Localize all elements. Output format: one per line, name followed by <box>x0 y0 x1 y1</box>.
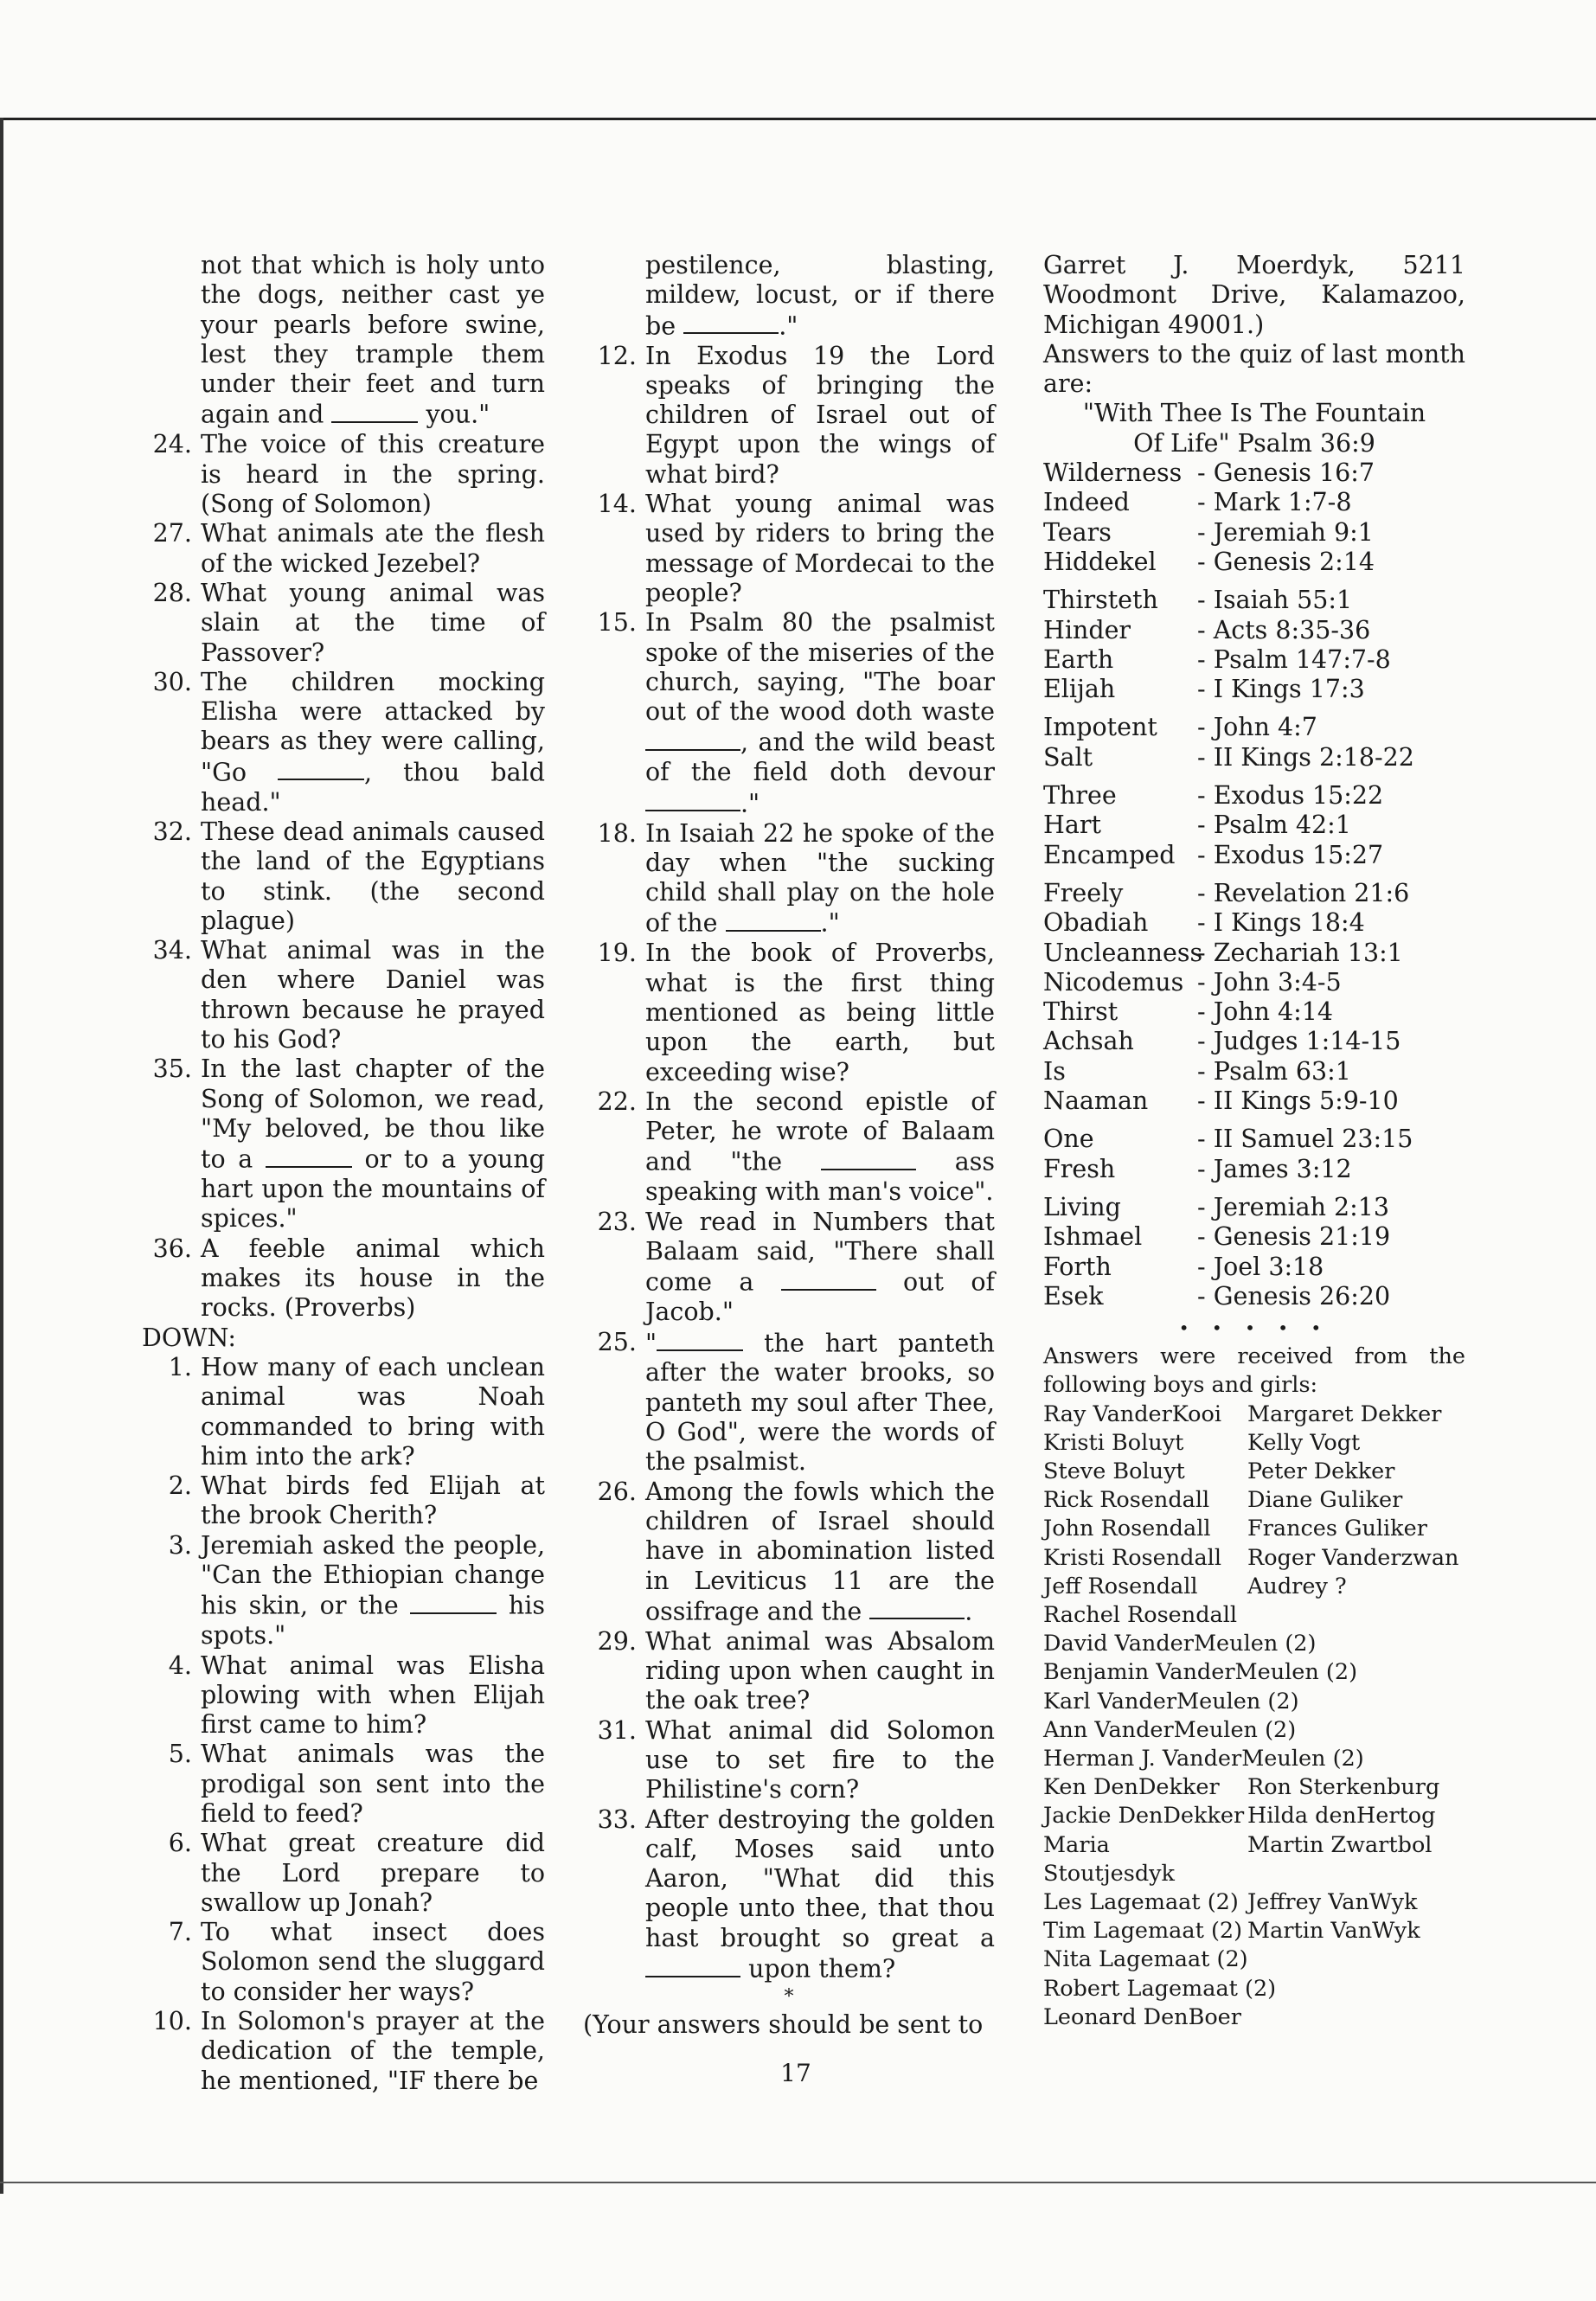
respondent-name: Ray VanderKooi <box>1043 1400 1222 1427</box>
intro-continuation <box>138 251 545 430</box>
respondent-pair <box>1043 1802 1465 1830</box>
respondent-name: Ken DenDekker <box>1043 1774 1220 1801</box>
question-number: 32. <box>152 817 192 846</box>
question-text-part: " <box>645 1329 657 1358</box>
answer-row <box>1043 1222 1465 1252</box>
question-number: 12. <box>597 341 637 370</box>
answer-row <box>1043 675 1465 704</box>
answer-word: Encamped <box>1043 840 1176 869</box>
answer-row <box>1043 1086 1465 1116</box>
respondent-pair <box>1043 1544 1465 1573</box>
respondent-name: Nita Lagemaat (2) <box>1043 1946 1248 1973</box>
respondent-name: Rachel Rosendall <box>1043 1601 1238 1628</box>
question-text: These dead animals caused the land of the Egyptians to stink. (the second plague) <box>201 817 545 935</box>
answer-reference: - Exodus 15:22 <box>1197 781 1384 811</box>
question-d19 <box>583 939 995 1086</box>
respondent-name: Les Lagemaat (2) <box>1043 1888 1239 1915</box>
question-number: 27. <box>152 519 192 548</box>
question-text-part: , and the wild beast of the field doth devour <box>645 728 995 787</box>
answer-reference: - Revelation 21:6 <box>1197 878 1410 907</box>
respondent-name: Ron Sterkenburg <box>1247 1774 1440 1801</box>
page-number: 17 <box>780 2059 811 2087</box>
question-text-part: Jeremiah asked the people, "Can the Ethiopian change his skin, or the <box>201 1530 545 1620</box>
answer-word: Freely <box>1043 878 1124 907</box>
respondent-singles <box>1043 1945 1465 2032</box>
answer-word: Earth <box>1043 644 1114 674</box>
answer-blank <box>645 727 740 751</box>
answer-reference: - John 3:4-5 <box>1197 967 1342 997</box>
question-text-part: We read in Numbers that Balaam said, "There shall come a <box>645 1207 995 1297</box>
answer-reference: - I Kings 17:3 <box>1197 675 1365 704</box>
answer-row <box>1043 997 1465 1027</box>
answers-list <box>1043 458 1465 1311</box>
respondent-pairs <box>1043 1400 1465 1601</box>
question-text-part: ass speaking with man's voice". <box>645 1148 996 1207</box>
respondent-pair <box>1043 1515 1465 1543</box>
answer-word: Salt <box>1043 742 1093 772</box>
answer-word: Three <box>1043 781 1117 811</box>
answer-word: Is <box>1043 1056 1066 1086</box>
question-text-part: The children mocking Elisha were attacked by bears as they were calling, "Go <box>201 667 545 787</box>
question-text-part: ." <box>740 789 760 818</box>
answer-reference: - Psalm 147:7-8 <box>1197 644 1391 674</box>
group-gap <box>1043 1116 1465 1125</box>
question-text <box>645 608 995 818</box>
question-text-part: or to a young hart upon the mountains of spices." <box>201 1144 546 1234</box>
respondent-name: Hilda denHertog <box>1247 1803 1436 1830</box>
question-text-part: In Psalm 80 the psalmist spoke of the miseries of the church, saying, "The boar out of the wood doth waste <box>645 608 995 727</box>
question-d12 <box>583 342 995 490</box>
respondent-name: Benjamin VanderMeulen (2) <box>1043 1659 1358 1686</box>
question-text <box>645 1328 995 1477</box>
respondent-name: Ann VanderMeulen (2) <box>1043 1716 1297 1743</box>
question-28 <box>138 579 545 668</box>
page-border-bottom <box>0 2182 1596 2183</box>
answer-reference: - Jeremiah 2:13 <box>1197 1192 1390 1221</box>
answer-word: One <box>1043 1125 1094 1154</box>
separator-dots: • • • • • <box>1178 1317 1330 1339</box>
answer-row <box>1043 518 1465 548</box>
question-text: In Solomon's prayer at the dedication of the temple, he mentioned, "IF there be <box>201 2007 545 2095</box>
respondent-pair <box>1043 1486 1465 1515</box>
question-d31 <box>583 1716 995 1805</box>
question-text-part: After destroying the golden calf, Moses said unto Aaron, "What did this people unto thee, that thou hast brought so great a <box>645 1804 995 1952</box>
question-d33 <box>583 1805 995 1984</box>
down-header: DOWN: <box>142 1323 237 1352</box>
group-gap <box>1043 772 1465 781</box>
answer-row <box>1043 1027 1465 1056</box>
answer-row <box>1043 968 1465 997</box>
question-d4 <box>138 1651 545 1740</box>
question-text-part: , thou bald head." <box>201 758 545 817</box>
respondent-name: Jackie DenDekker <box>1043 1803 1245 1830</box>
respondents-list <box>1043 1343 1465 2032</box>
answer-reference: - John 4:14 <box>1197 997 1334 1027</box>
question-text: What animals was the prodigal son sent into the field to feed? <box>201 1740 545 1828</box>
question-number: 36. <box>152 1234 192 1263</box>
question-d1 <box>138 1353 545 1471</box>
question-number: 4. <box>168 1650 192 1680</box>
answer-word: Hart <box>1043 811 1101 840</box>
question-number: 35. <box>152 1054 192 1084</box>
respondent-name: Rick Rosendall <box>1043 1487 1210 1514</box>
question-text: What great creature did the Lord prepare to swallow up Jonah? <box>201 1829 545 1917</box>
respondent-name: Karl VanderMeulen (2) <box>1043 1688 1299 1715</box>
question-number: 31. <box>597 1715 637 1745</box>
question-d7 <box>138 1918 545 2007</box>
question-number: 14. <box>597 490 637 519</box>
question-number: 28. <box>152 578 192 607</box>
answer-blank <box>410 1590 497 1614</box>
respondent-name: Martin VanWyk <box>1247 1918 1420 1945</box>
answer-row <box>1043 458 1465 488</box>
page-border-top <box>0 118 1596 120</box>
group-gap <box>1043 704 1465 713</box>
question-d3 <box>138 1531 545 1651</box>
answer-reference: - Genesis 26:20 <box>1197 1281 1391 1311</box>
answer-word: Living <box>1043 1192 1121 1221</box>
respondent-pair <box>1043 1831 1465 1888</box>
question-d15 <box>583 608 995 818</box>
respondent-name: Margaret Dekker <box>1247 1400 1442 1427</box>
answer-row <box>1043 713 1465 742</box>
question-text: What animal did Solomon use to set fire to the Philistine's corn? <box>645 1715 995 1804</box>
question-number: 6. <box>168 1829 192 1858</box>
answer-row <box>1043 781 1465 811</box>
answers-intro: Answers to the quiz of last month are: <box>1043 339 1465 399</box>
answer-word: Esek <box>1043 1281 1104 1311</box>
question-d22 <box>583 1087 995 1208</box>
group-gap <box>1043 577 1465 586</box>
question-text-part: his spots." <box>201 1591 546 1650</box>
answer-word: Uncleanness <box>1043 938 1203 967</box>
question-text: What birds fed Elijah at the brook Cherith? <box>201 1471 545 1530</box>
answer-word: Fresh <box>1043 1154 1116 1183</box>
question-35 <box>138 1054 545 1234</box>
group-gap <box>1043 870 1465 879</box>
answer-word: Impotent <box>1043 713 1157 742</box>
question-text-part: upon them? <box>748 1954 896 1984</box>
answer-reference: - John 4:7 <box>1197 713 1317 742</box>
respondent-name: Diane Guliker <box>1247 1487 1403 1514</box>
answer-blank <box>726 907 821 932</box>
respondent-name: Leonard DenBoer <box>1043 2003 1241 2030</box>
answer-row <box>1043 743 1465 772</box>
question-number: 19. <box>597 939 637 968</box>
answer-blank <box>645 788 740 812</box>
answer-reference: - Isaiah 55:1 <box>1197 586 1353 615</box>
question-text: What young animal was used by riders to bring the message of Mordecai to the people? <box>645 490 995 607</box>
quiz-title-line-2: Of Life" Psalm 36:9 <box>1133 428 1375 458</box>
answer-word: Thirsteth <box>1043 586 1158 615</box>
question-number: 25. <box>597 1327 637 1356</box>
respondent-name: Kristi Rosendall <box>1043 1544 1221 1571</box>
question-text: What young animal was slain at the time of Passover? <box>201 578 545 667</box>
respondent-pair <box>1043 1458 1465 1486</box>
intro-tail: you." <box>426 401 490 430</box>
respondent-pair <box>1043 1773 1465 1802</box>
question-text <box>645 819 995 939</box>
answer-row <box>1043 879 1465 908</box>
answer-reference: - Genesis 16:7 <box>1197 458 1375 488</box>
answer-word: Obadiah <box>1043 908 1149 938</box>
answer-row <box>1043 1155 1465 1184</box>
answer-row <box>1043 1253 1465 1282</box>
answer-reference: - James 3:12 <box>1197 1154 1352 1183</box>
question-number: 5. <box>168 1740 192 1769</box>
answer-row <box>1043 1057 1465 1086</box>
respondent-name: Jeff Rosendall <box>1043 1573 1198 1599</box>
answer-row <box>1043 939 1465 968</box>
answer-reference: - Acts 8:35-36 <box>1197 615 1371 644</box>
question-text-part: In Isaiah 22 he spoke of the day when "the sucking child shall play on the hole of the <box>645 818 995 939</box>
question-text <box>201 1531 545 1651</box>
question-d2 <box>138 1471 545 1531</box>
question-number: 3. <box>168 1530 192 1560</box>
respondent-name: John Rosendall <box>1043 1516 1211 1542</box>
question-number: 23. <box>597 1207 637 1236</box>
respondent-name: Maria Stoutjesdyk <box>1043 1831 1176 1887</box>
answer-blank <box>657 1328 743 1352</box>
answer-word: Achsah <box>1043 1027 1134 1056</box>
answer-row <box>1043 1282 1465 1311</box>
page-border-left <box>0 118 3 2194</box>
question-text: To what insect does Solomon send the sluggard to consider her ways? <box>201 1918 545 2006</box>
quiz-title-line-1: "With Thee Is The Fountain <box>1082 399 1426 428</box>
question-32 <box>138 817 545 936</box>
question-number: 22. <box>597 1086 637 1116</box>
answer-row <box>1043 488 1465 517</box>
answer-reference: - Exodus 15:27 <box>1197 840 1384 869</box>
question-text-part: . <box>965 1597 973 1626</box>
respondent-name: Kelly Vogt <box>1247 1429 1361 1456</box>
column-middle <box>583 251 995 2040</box>
answer-reference: - Jeremiah 9:1 <box>1197 517 1374 547</box>
question-text: In Exodus 19 the Lord speaks of bringing the children of Israel out of Egypt upon the wings of what bird? <box>645 341 995 489</box>
answer-row <box>1043 811 1465 840</box>
question-text: What animal was in the den where Daniel was thrown because he prayed to his God? <box>201 936 545 1054</box>
respondent-pair <box>1043 1429 1465 1458</box>
received-intro: Answers were received from the following boys and girls: <box>1043 1343 1465 1399</box>
question-number: 15. <box>597 608 637 638</box>
question-d18 <box>583 819 995 939</box>
answer-blank <box>331 399 418 423</box>
respondent-pairs <box>1043 1773 1465 1945</box>
respondent-name: Steve Boluyt <box>1043 1458 1185 1484</box>
answer-word: Tears <box>1043 517 1112 547</box>
intro-tail: ." <box>779 311 798 341</box>
answer-word: Elijah <box>1043 675 1116 704</box>
intro-text: pestilence, blasting, mildew, locust, or if there be <box>645 251 995 341</box>
question-text: A feeble animal which makes its house in the rocks. (Proverbs) <box>201 1234 545 1323</box>
respondent-name: Jeffrey VanWyk <box>1247 1888 1418 1915</box>
answer-reference: - Genesis 2:14 <box>1197 547 1375 576</box>
respondent-name: Frances Guliker <box>1247 1516 1427 1542</box>
question-text-part: out of Jacob." <box>645 1267 996 1327</box>
question-d25 <box>583 1328 995 1477</box>
answer-reference: - Psalm 63:1 <box>1197 1056 1351 1086</box>
question-number: 18. <box>597 818 637 848</box>
answer-row <box>1043 616 1465 645</box>
answer-row <box>1043 1193 1465 1222</box>
question-d23 <box>583 1208 995 1328</box>
respondent-name: Kristi Boluyt <box>1043 1429 1184 1456</box>
answer-reference: - II Kings 5:9-10 <box>1197 1086 1399 1116</box>
answer-reference: - II Kings 2:18-22 <box>1197 742 1414 772</box>
respondent-name: Martin Zwartbol <box>1247 1831 1433 1858</box>
column-right <box>1043 251 1465 2032</box>
question-d14 <box>583 490 995 608</box>
question-text-part: In the second epistle of Peter, he wrote of Balaam and "the <box>645 1086 995 1177</box>
respondent-name: David VanderMeulen (2) <box>1043 1631 1317 1657</box>
respondent-name: Robert Lagemaat (2) <box>1043 1975 1277 2002</box>
mailing-address: Garret J. Moerdyk, 5211 Woodmont Drive, Kalamazoo, Michigan 49001.) <box>1043 251 1465 339</box>
question-text: What animal was Elisha plowing with when Elijah first came to him? <box>201 1650 545 1740</box>
intro-text: not that which is holy unto the dogs, neither cast ye your pearls before swine, lest they trample them under their feet and turn again and <box>201 251 545 430</box>
group-gap <box>1043 1184 1465 1193</box>
question-text: What animals ate the flesh of the wicked Jezebel? <box>201 519 545 578</box>
respondent-name: Roger Vanderzwan <box>1247 1544 1459 1571</box>
answer-blank <box>821 1146 916 1170</box>
question-text <box>201 1054 545 1234</box>
question-number: 26. <box>597 1477 637 1506</box>
answer-reference: - II Samuel 23:15 <box>1197 1125 1413 1154</box>
question-number: 33. <box>597 1804 637 1834</box>
respondent-name: Herman J. VanderMeulen (2) <box>1043 1745 1364 1772</box>
answer-blank <box>266 1144 352 1168</box>
answer-reference: - Judges 1:14-15 <box>1197 1027 1401 1056</box>
answer-row <box>1043 645 1465 675</box>
question-text <box>201 668 545 817</box>
answer-row <box>1043 1125 1465 1154</box>
question-number: 7. <box>168 1918 192 1947</box>
answer-word: Ishmael <box>1043 1222 1143 1252</box>
respondent-name: Tim Lagemaat (2) <box>1043 1918 1243 1945</box>
respondent-name: Peter Dekker <box>1247 1458 1395 1484</box>
question-text-part: In the last chapter of the Song of Solomon, we read, "My beloved, be thou like to a <box>201 1054 545 1174</box>
separator-asterisk: * <box>784 1985 794 2008</box>
answer-blank <box>869 1596 965 1620</box>
answer-row <box>1043 548 1465 577</box>
answer-word: Hinder <box>1043 615 1131 644</box>
answer-blank <box>278 757 364 781</box>
answer-reference: - Zechariah 13:1 <box>1197 938 1403 967</box>
answer-blank <box>645 1953 740 1977</box>
answer-word: Forth <box>1043 1252 1112 1281</box>
question-text-part: ." <box>820 909 840 939</box>
respondent-pair <box>1043 1400 1465 1429</box>
answer-row <box>1043 908 1465 938</box>
answer-word: Nicodemus <box>1043 967 1184 997</box>
send-to-note: (Your answers should be sent to <box>583 2009 984 2039</box>
question-d5 <box>138 1740 545 1829</box>
question-36 <box>138 1234 545 1324</box>
question-number: 34. <box>152 936 192 965</box>
question-text-part: Among the fowls which the children of Israel should have in abomination listed in Leviticus 11 are the ossifrage and the <box>645 1477 995 1626</box>
respondent-name: Audrey ? <box>1247 1573 1347 1599</box>
answer-word: Hiddekel <box>1043 547 1157 576</box>
question-text: What animal was Absalom riding upon when caught in the oak tree? <box>645 1626 995 1715</box>
question-text <box>645 1208 995 1328</box>
question-d29 <box>583 1627 995 1716</box>
question-text: In the book of Proverbs, what is the first thing mentioned as being little upon the earth, but exceeding wise? <box>645 939 995 1086</box>
question-number: 10. <box>152 2007 192 2036</box>
answer-blank <box>683 311 779 335</box>
answer-reference: - Psalm 42:1 <box>1197 811 1351 840</box>
answer-word: Wilderness <box>1043 458 1183 488</box>
question-number: 24. <box>152 430 192 459</box>
question-number: 1. <box>168 1352 192 1381</box>
question-24 <box>138 430 545 519</box>
question-34 <box>138 936 545 1054</box>
question-text <box>645 1805 995 1984</box>
respondent-pair <box>1043 1888 1465 1917</box>
answer-row <box>1043 586 1465 615</box>
respondent-pair <box>1043 1917 1465 1945</box>
question-text-part: the hart panteth after the water brooks, so panteth my soul after Thee, O God", were the words of the psalmist. <box>645 1329 996 1477</box>
question-text: The voice of this creature is heard in the spring. (Song of Solomon) <box>201 430 545 519</box>
question-30 <box>138 668 545 817</box>
question-text: How many of each unclean animal was Noah commanded to bring with him into the ark? <box>201 1352 545 1471</box>
answer-blank <box>781 1266 876 1291</box>
question-text <box>645 1087 995 1208</box>
answer-reference: - Mark 1:7-8 <box>1197 488 1352 517</box>
column-left <box>138 251 545 2096</box>
answer-reference: - Joel 3:18 <box>1197 1252 1324 1281</box>
answer-row <box>1043 841 1465 870</box>
question-d6 <box>138 1829 545 1918</box>
question-d10 <box>138 2007 545 2096</box>
question-number: 29. <box>597 1626 637 1656</box>
answer-word: Indeed <box>1043 488 1130 517</box>
answer-reference: - Genesis 21:19 <box>1197 1222 1391 1252</box>
question-number: 2. <box>168 1471 192 1501</box>
answer-word: Naaman <box>1043 1086 1149 1116</box>
intro-continuation <box>583 251 995 342</box>
respondent-singles <box>1043 1601 1465 1773</box>
respondent-pair <box>1043 1573 1465 1601</box>
question-27 <box>138 519 545 579</box>
answer-word: Thirst <box>1043 997 1118 1027</box>
question-text <box>645 1477 995 1627</box>
answer-reference: - I Kings 18:4 <box>1197 908 1365 938</box>
question-number: 30. <box>152 667 192 696</box>
question-d26 <box>583 1477 995 1627</box>
